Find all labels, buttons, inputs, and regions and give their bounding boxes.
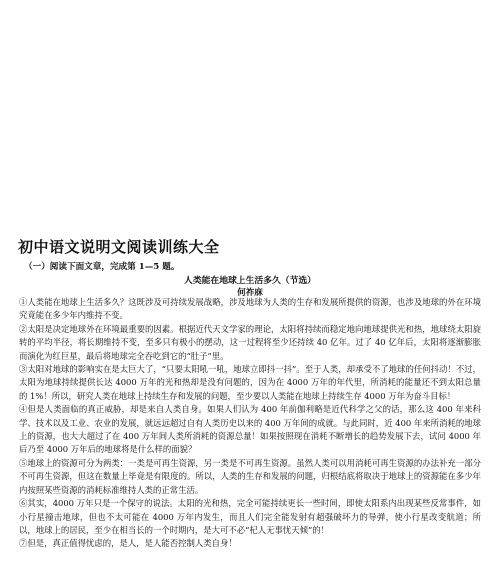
article-title: 人类能在地球上生活多久（节选） [184, 276, 316, 286]
article-author: 何祚庥 [237, 288, 263, 298]
section-heading: （一）阅读下面文章，完成第 1—5 题。 [24, 262, 180, 272]
paragraph-2: ②太阳是决定地球外在环境最重要的因素。根据近代天文学家的理论，太阳将持续而稳定地向地球提供光和热，地球绕太阳旋转的平均半径，将长期维持不变，至多只有极小的摆动，这一过程将至少还持续 40 亿年。过了 40 亿年后，太阳将逐渐膨胀而演化为红巨星，最后将地球完全吞吃到它的“肚子”里。 [19, 323, 481, 361]
article-body [19, 296, 481, 551]
paragraph-4: ④但是人类面临的真正威胁，却是来自人类自身。如果人们认为 400 年前伽利略是近代科学之父的话，那么这 400 年来科学、技术以及工业、农业的发展，就远远超过自有人类历史以来的 400 万年间的成就。与此同时，近 400 年来所消耗的地球上的资源，也大大超过了在 400 万年间人类所消耗的资源总量！如果按照现在消耗不断增长的趋势发展下去，试问 4000 年后乃至 4000 万年后的地球将是什么样的面貌？ [19, 404, 481, 455]
paragraph-1: ①人类能在地球上生活多久？这既涉及可持续发展战略，涉及地球为人类的生存和发展所提供的资源，也涉及地球的外在环境究竟能在多少年内维持不变。 [19, 297, 481, 321]
paragraph-3: ③太阳对地球的影响实在是太巨大了，“只要太阳吼一吼，地球立即抖一抖”。至于人类，却承受不了地球的任何抖动！不过，太阳为地球持续提供长达 4000 万年的光和热却是没有问题的，因为在 4000 万年的年代里，所消耗的能量还不到太阳总量的 1%！所以，研究人类在地球上持续生存和发展的问题，至少要以人类能在地球上持续生存 4000 万年为奋斗目标！ [19, 364, 481, 401]
paragraph-5: ⑤地球上的资源可分为两类：一类是可再生资源，另一类是不可再生资源。虽然人类可以用消耗可再生资源的办法补充一部分不可再生资源，但这在数量上毕竟是有限度的。所以，人类的生存和发展的问题，归根结底将取决于地球上的资源能在多少年内按照某些资源的消耗标准维持人类的正常生活。 [19, 457, 481, 495]
paragraph-6: ⑥其实，4000 万年只是一个保守的说法。太阳的光和热，完全可能持续更长一些时间，即使太阳系内出现某些反常事件，如小行星撞击地球，但也不太可能在 4000 万年内发生，而且人们完全能发射有超强破坏力的导弹，使小行星改变航道；所以，地球上的居民，至少在相当长的一个时期内，是大可不必“杞人无事忧天倾”的！ [19, 498, 481, 535]
paragraph-7: ⑦但是，真正值得忧虑的，是人，是人能否控制人类自身！ [19, 538, 237, 549]
document-title: 初中语文说明文阅读训练大全 [18, 238, 220, 256]
